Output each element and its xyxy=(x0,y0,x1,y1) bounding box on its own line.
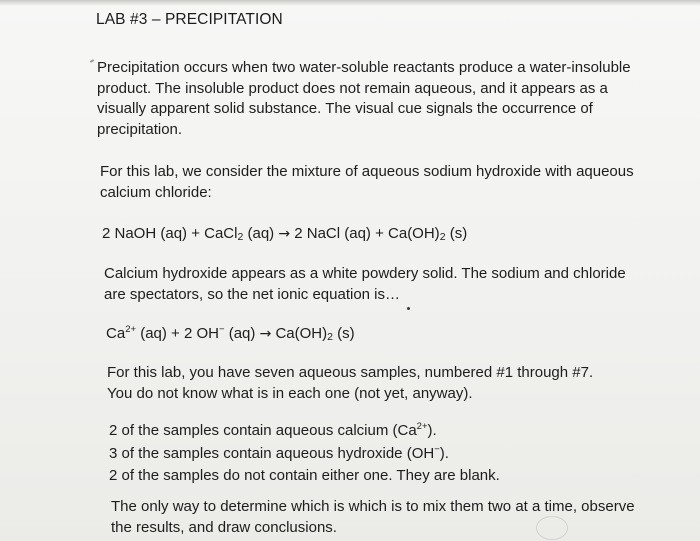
equation-text: Ca(OH) xyxy=(271,325,328,342)
superscript: − xyxy=(218,324,225,335)
mixture-line: calcium chloride: xyxy=(100,183,212,201)
subscript: 2 xyxy=(237,231,244,243)
calcium-paragraph xyxy=(104,264,626,305)
intro-line: visually apparent solid substance. The visual cue signals the occurrence of xyxy=(97,100,593,117)
intro-line: precipitation. xyxy=(97,120,183,138)
equation-text: 2 NaOH (aq) + CaCl xyxy=(102,225,238,242)
page-smudge xyxy=(536,516,568,540)
superscript: 2+ xyxy=(416,421,428,432)
intro-line: Precipitation occurs when two water-soluble reactants produce a water-insoluble xyxy=(97,59,631,76)
samples-text: 3 of the samples contain aqueous hydroxide (OH xyxy=(109,444,435,462)
samples-intro-line: You do not know what is in each one (not yet, anyway). xyxy=(107,384,473,402)
equation-text: (s) xyxy=(332,325,355,342)
equation-text: (aq) xyxy=(243,225,279,242)
samples-line-hydroxide xyxy=(109,444,500,467)
mixture-paragraph xyxy=(100,162,634,203)
samples-intro-line: For this lab, you have seven aqueous samples, numbered #1 through #7. xyxy=(107,364,594,381)
equation-text: (s) xyxy=(445,225,468,242)
calcium-line: Calcium hydroxide appears as a white powdery solid. The sodium and chloride xyxy=(104,265,626,282)
intro-paragraph xyxy=(97,58,631,140)
subscript: 2 xyxy=(439,231,446,243)
superscript: 2+ xyxy=(125,324,137,335)
net-ionic-equation xyxy=(106,324,355,347)
reaction-arrow-icon: → xyxy=(278,226,291,242)
samples-text: ). xyxy=(439,444,449,462)
intro-line: product. The insoluble product does not remain aqueous, and it appears as a xyxy=(97,79,608,97)
superscript: − xyxy=(434,443,440,455)
conclusion-line: The only way to determine which is which is to mix them two at a time, observe xyxy=(111,498,635,515)
equation-text: Ca xyxy=(106,325,126,342)
samples-line-blank: 2 of the samples do not contain either one. They are blank. xyxy=(109,467,500,484)
samples-list xyxy=(109,421,500,487)
samples-text: 2 of the samples contain aqueous calcium (Ca xyxy=(109,422,417,439)
molecular-equation xyxy=(102,224,467,246)
mixture-line: For this lab, we consider the mixture of aqueous sodium hydroxide with aqueous xyxy=(100,163,634,180)
subscript: 2 xyxy=(327,331,333,343)
reaction-arrow-icon: → xyxy=(259,326,272,342)
samples-text: ). xyxy=(427,422,437,439)
samples-line-calcium xyxy=(109,421,500,444)
page-title: LAB #3 – PRECIPITATION xyxy=(96,11,283,28)
conclusion-line: the results, and draw conclusions. xyxy=(111,518,337,536)
pen-mark xyxy=(90,59,94,63)
calcium-line: are spectators, so the net ionic equation is… xyxy=(104,285,401,303)
equation-text: (aq) xyxy=(224,325,260,342)
equation-text: 2 NaCl (aq) + Ca(OH) xyxy=(290,225,440,242)
page-edge-shadow xyxy=(0,0,700,6)
equation-text: (aq) + 2 OH xyxy=(136,325,219,342)
samples-intro-paragraph xyxy=(107,363,593,404)
stray-dot xyxy=(407,307,410,310)
